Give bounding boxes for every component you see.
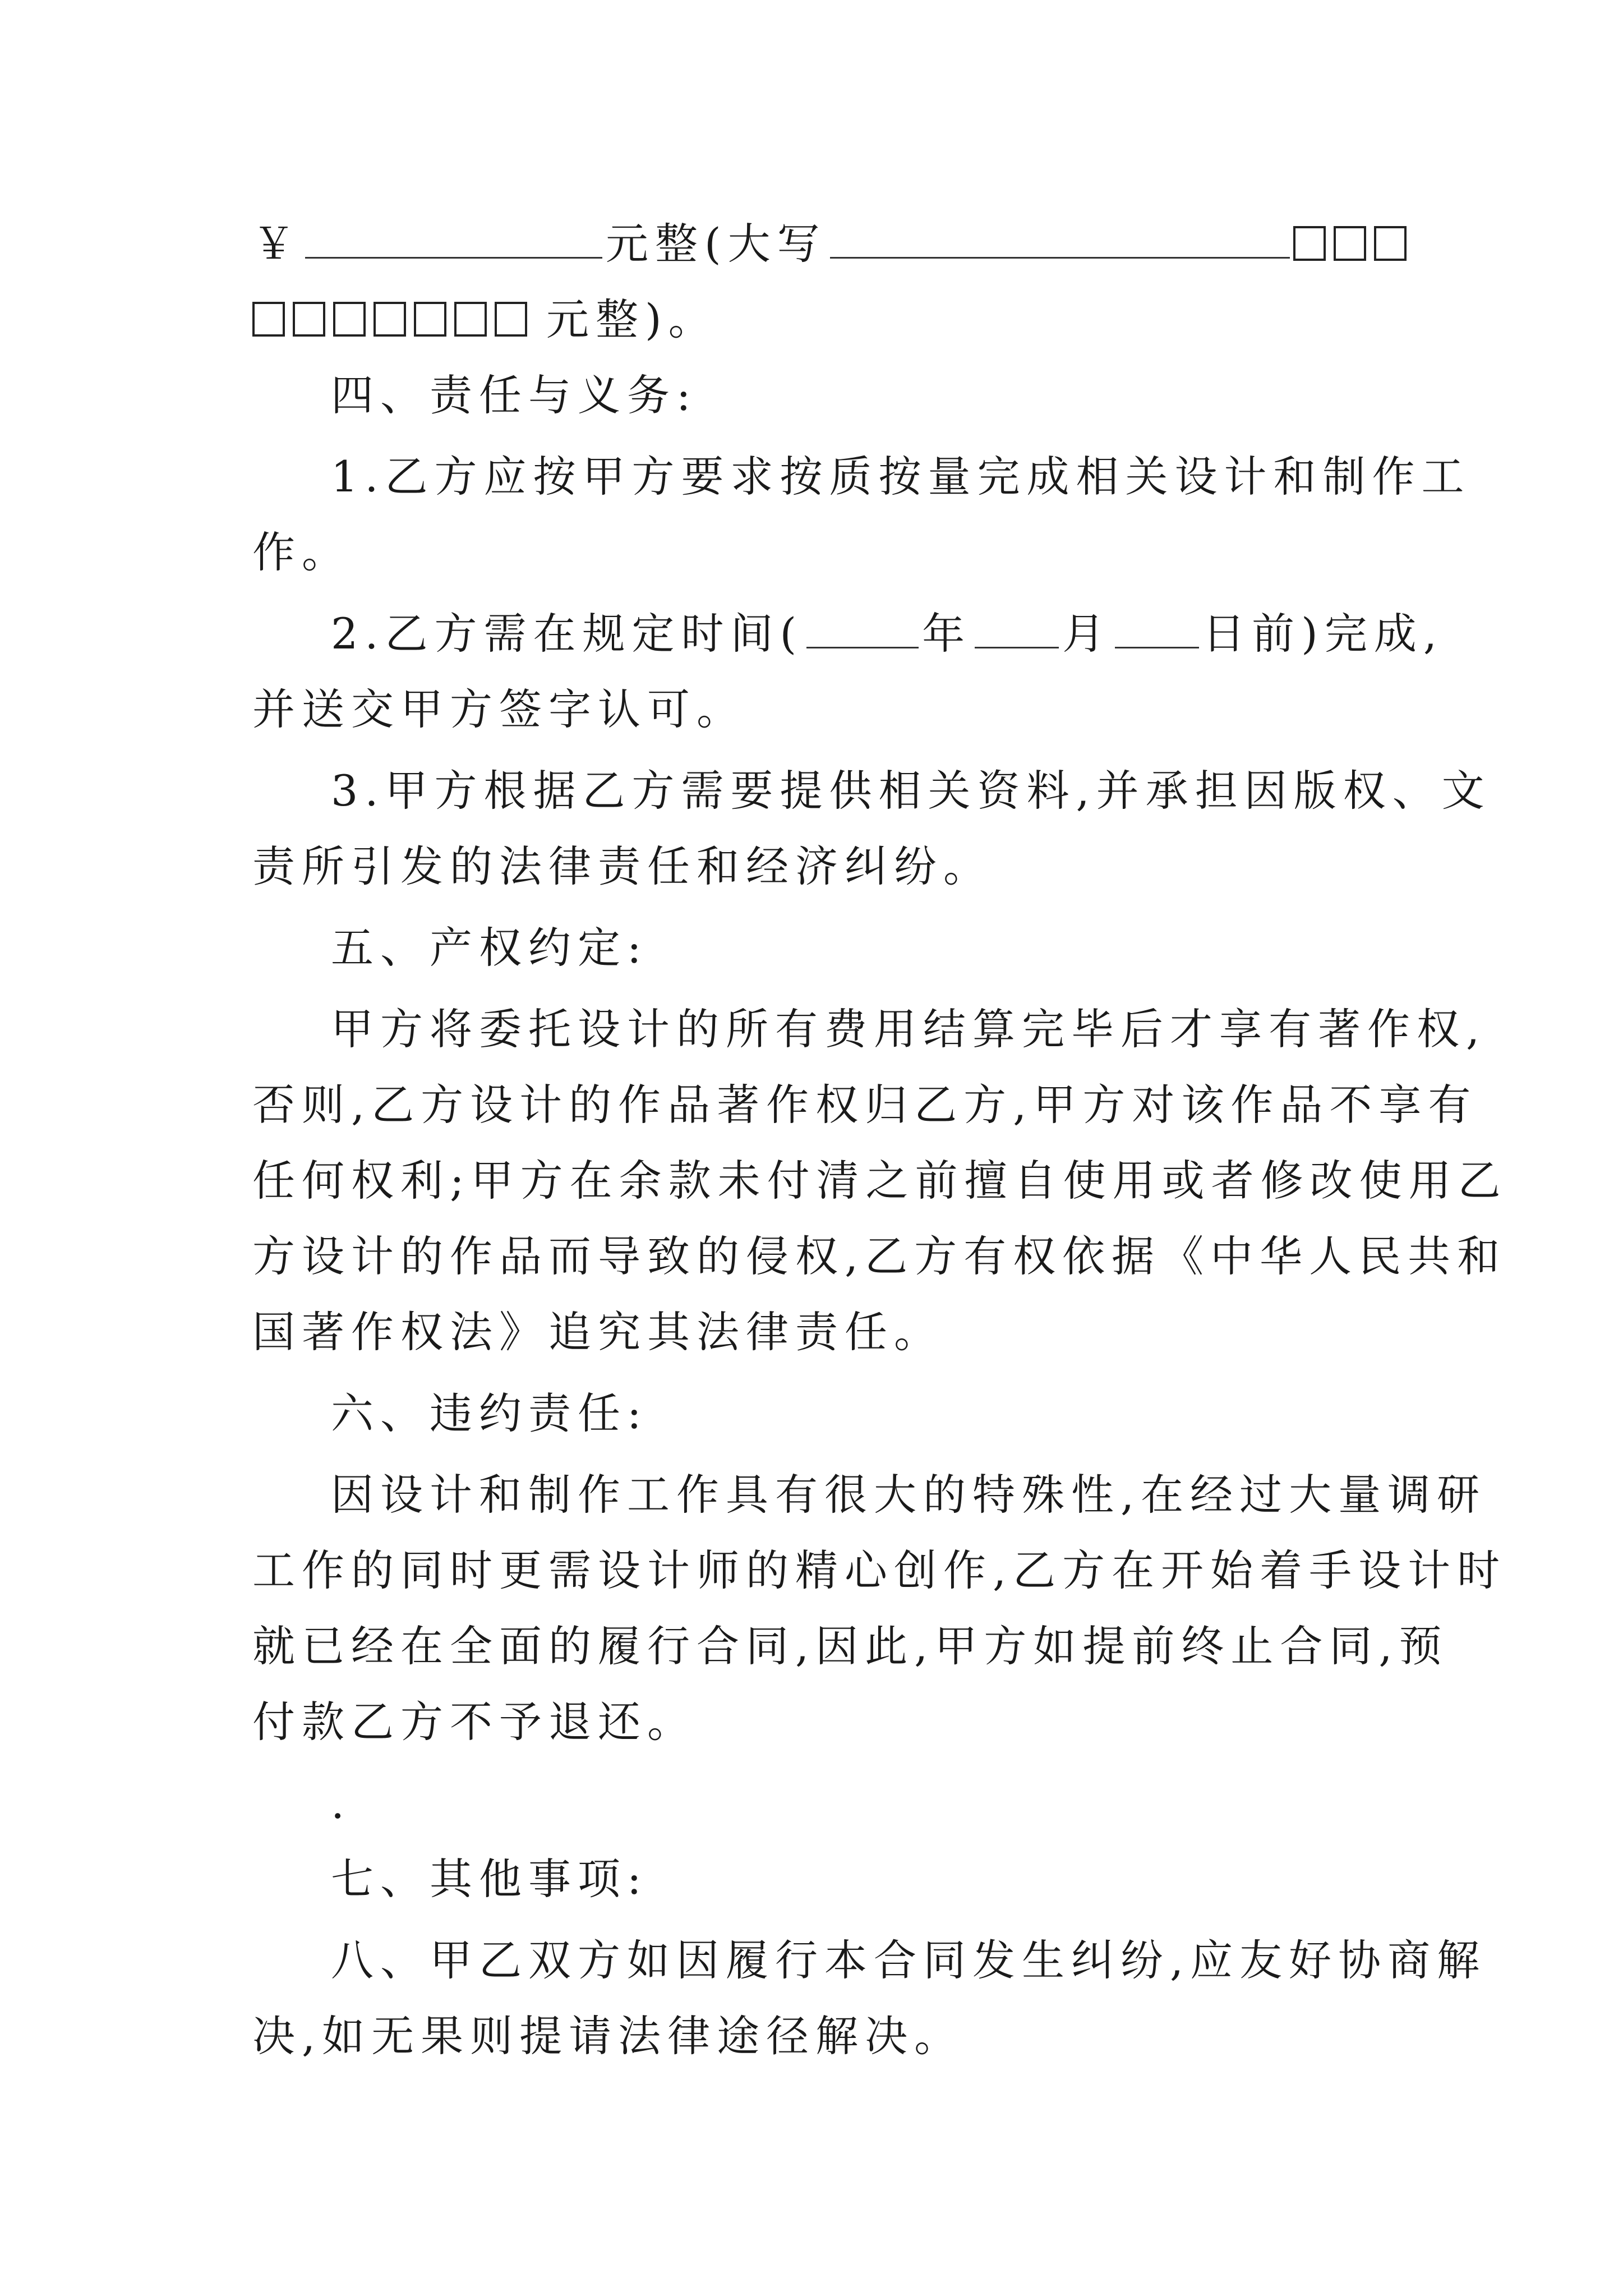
year-blank [806, 608, 919, 648]
placeholder-box-icon [1374, 226, 1407, 261]
section-heading: 四、责任与义务: [331, 370, 698, 420]
month-blank [975, 608, 1059, 648]
placeholder-box-icon [293, 302, 325, 337]
placeholder-box-icon [374, 302, 406, 337]
placeholder-box-icon [454, 302, 487, 337]
paragraph-line: 付款乙方不予退还。 [252, 1697, 697, 1747]
amount-suffix-end: 元整)。 [546, 295, 718, 344]
paragraph-line: 国著作权法》追究其法律责任。 [252, 1307, 943, 1357]
paragraph-line: 工作的同时更需设计师的精心创作,乙方在开始着手设计时 [252, 1545, 1507, 1595]
paragraph-line: 因设计和制作工作具有很大的特殊性,在经过大量调研 [331, 1470, 1487, 1520]
month-label: 月 [1062, 609, 1112, 659]
placeholder-box-icon [1293, 226, 1326, 261]
placeholder-box-icon [333, 302, 366, 337]
item-2-prefix: 2.乙方需在规定时间( [331, 609, 804, 659]
section-8-line-2: 决,如无果则提请法律途径解决。 [252, 2011, 964, 2061]
item-2-line-2: 并送交甲方签字认可。 [252, 684, 746, 734]
paragraph-line: 否则,乙方设计的作品著作权归乙方,甲方对该作品不享有 [252, 1080, 1478, 1130]
item-1-line-1: 1.乙方应按甲方要求按质按量完成相关设计和制作工 [331, 452, 1471, 501]
item-3-line-2: 责所引发的法律责任和经济纠纷。 [252, 841, 993, 891]
item-1-line-2: 作。 [252, 527, 351, 577]
amount-blank [305, 218, 602, 259]
year-label: 年 [922, 609, 972, 659]
payment-line-2 [252, 292, 1402, 348]
day-blank [1115, 608, 1199, 648]
placeholder-box-icon [252, 302, 285, 337]
section-8-line-1: 八、甲乙双方如因履行本合同发生纠纷,应友好协商解 [331, 1935, 1487, 1985]
day-suffix: 日前)完成, [1202, 609, 1444, 659]
currency-symbol: ￥ [252, 219, 302, 269]
paragraph-line: 方设计的作品而导致的侵权,乙方有权依据《中华人民共和 [252, 1231, 1507, 1281]
section-heading: 六、违约责任: [331, 1388, 648, 1438]
paragraph-line: 就已经在全面的履行合同,因此,甲方如提前终止合同,预 [252, 1621, 1449, 1671]
section-heading: 五、产权约定: [331, 923, 648, 973]
amount-uppercase-blank [830, 218, 1290, 259]
item-2-line-1 [331, 606, 1481, 662]
section-heading: 七、其他事项: [331, 1854, 648, 1904]
paragraph-line: 任何权利;甲方在余款未付清之前擅自使用或者修改使用乙 [252, 1156, 1507, 1205]
stray-dot: . [331, 1778, 352, 1828]
amount-suffix: 元整(大写 [606, 219, 827, 269]
paragraph-line: 甲方将委托设计的所有费用结算完毕后才享有著作权, [331, 1004, 1487, 1054]
payment-line-1 [252, 216, 1402, 272]
item-3-line-1: 3.甲方根据乙方需要提供相关资料,并承担因版权、文 [331, 766, 1491, 816]
placeholder-box-icon [495, 302, 527, 337]
placeholder-box-icon [1334, 226, 1366, 261]
placeholder-box-icon [414, 302, 446, 337]
